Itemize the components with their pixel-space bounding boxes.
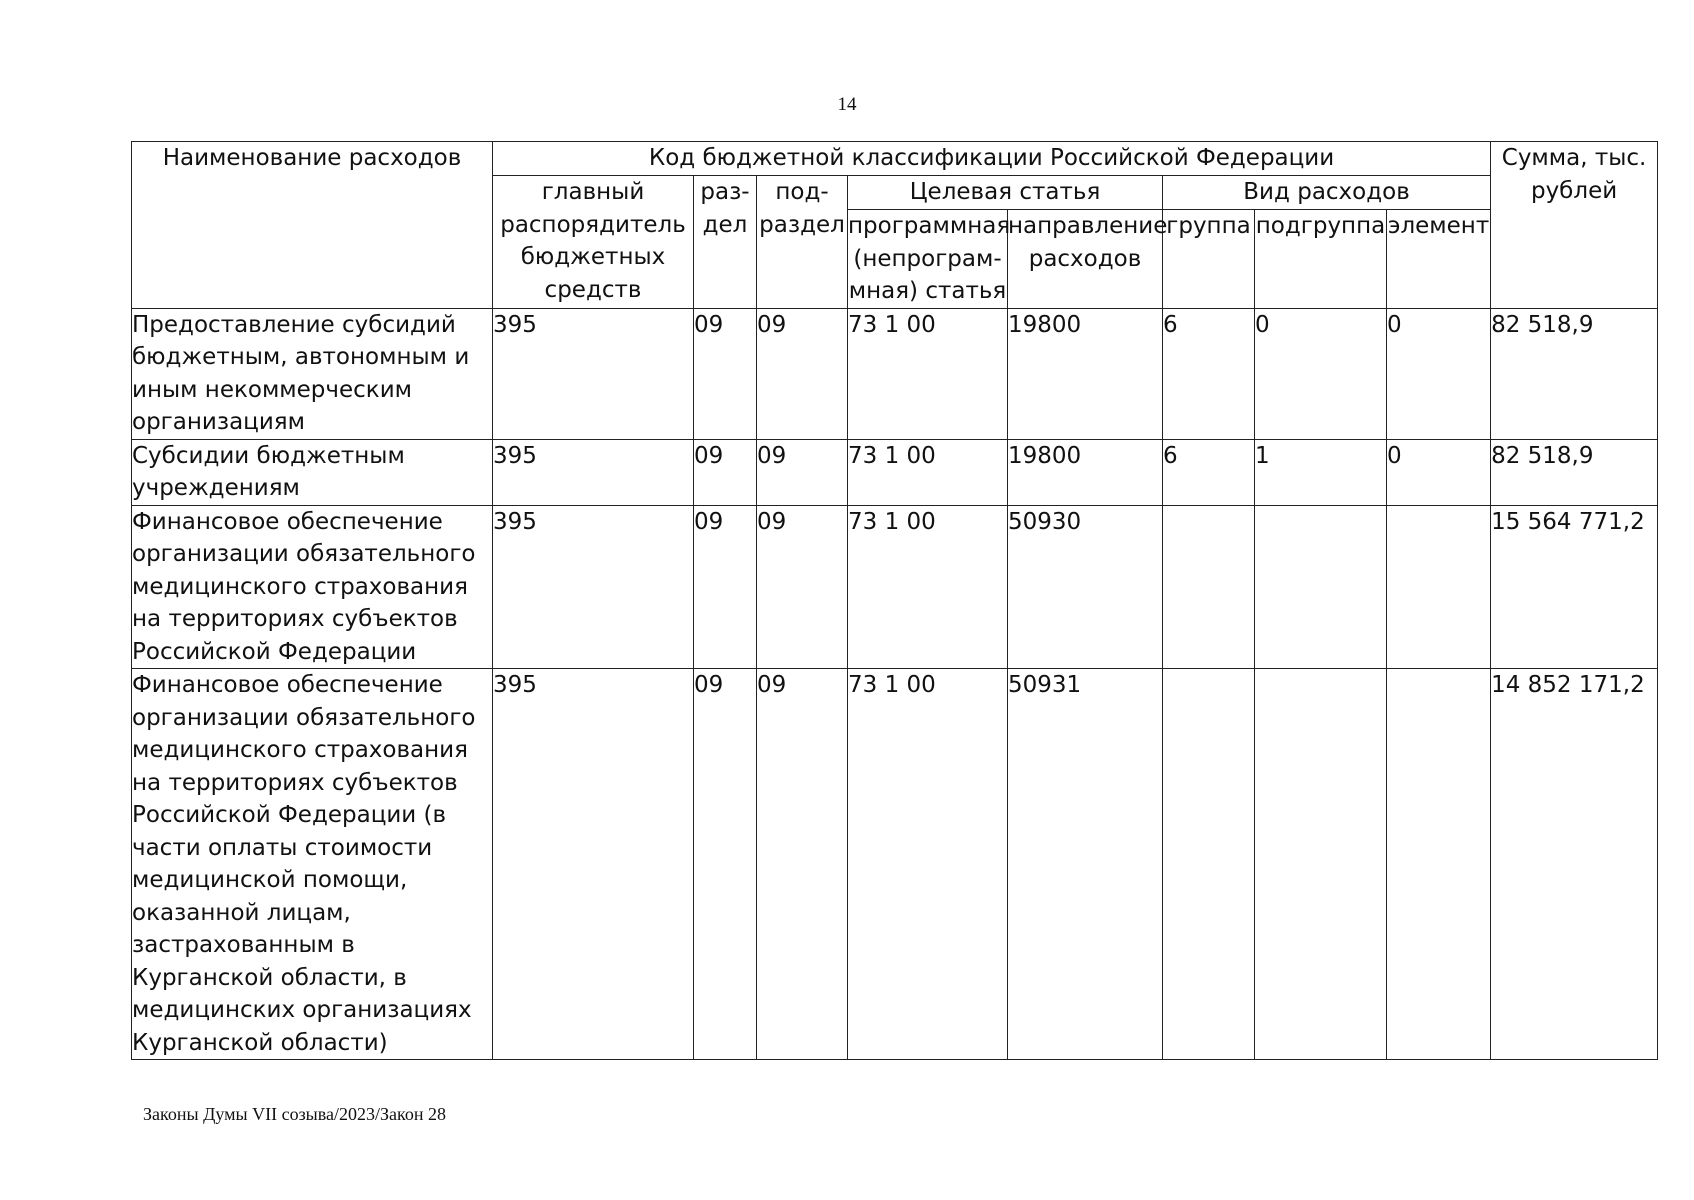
row-programmnaya: 73 1 00 <box>848 669 1008 1060</box>
header-programmnaya: программная (непрограм-мная) статья <box>848 210 1008 309</box>
row-napravlenie: 19800 <box>1008 439 1163 505</box>
row-programmnaya: 73 1 00 <box>848 505 1008 669</box>
row-glavny: 395 <box>493 308 694 439</box>
row-gruppa: 6 <box>1163 439 1255 505</box>
row-razdel: 09 <box>694 439 757 505</box>
row-podrazdel: 09 <box>757 308 848 439</box>
row-element: 0 <box>1387 439 1491 505</box>
row-razdel: 09 <box>694 669 757 1060</box>
row-element: 0 <box>1387 308 1491 439</box>
row-glavny: 395 <box>493 669 694 1060</box>
row-gruppa: 6 <box>1163 308 1255 439</box>
footer-document-path: Законы Думы VII созыва/2023/Закон 28 <box>143 1104 446 1124</box>
header-podrazdel: под-раздел <box>757 176 848 309</box>
row-gruppa <box>1163 505 1255 669</box>
row-name: Финансовое обеспечение организации обязательного медицинского страхования на территориях субъектов Российской Федерации (в части оплаты стоимости медицинской помощи, оказанной лицам, застрахованным в Курганской области, в медицинских организациях Курганской области) <box>132 669 493 1060</box>
header-code-group: Код бюджетной классификации Российской Федерации <box>493 142 1491 176</box>
row-podrazdel: 09 <box>757 505 848 669</box>
row-glavny: 395 <box>493 439 694 505</box>
header-vid: Вид расходов <box>1163 176 1491 210</box>
row-podrazdel: 09 <box>757 439 848 505</box>
row-programmnaya: 73 1 00 <box>848 308 1008 439</box>
header-razdel: раз-дел <box>694 176 757 309</box>
row-podgruppa <box>1255 505 1387 669</box>
row-sum: 14 852 171,2 <box>1491 669 1658 1060</box>
table-row <box>132 439 1658 505</box>
row-element <box>1387 505 1491 669</box>
header-gruppa: группа <box>1163 210 1255 309</box>
table-row <box>132 308 1658 439</box>
header-celevaya: Целевая статья <box>848 176 1163 210</box>
row-sum: 15 564 771,2 <box>1491 505 1658 669</box>
header-podgruppa: подгруппа <box>1255 210 1387 309</box>
page-number: 14 <box>837 94 857 115</box>
row-napravlenie: 19800 <box>1008 308 1163 439</box>
row-podrazdel: 09 <box>757 669 848 1060</box>
row-gruppa <box>1163 669 1255 1060</box>
header-sum: Сумма, тыс. рублей <box>1491 142 1658 309</box>
header-row-1 <box>132 142 1658 176</box>
row-glavny: 395 <box>493 505 694 669</box>
row-razdel: 09 <box>694 308 757 439</box>
row-napravlenie: 50931 <box>1008 669 1163 1060</box>
budget-table <box>131 141 1658 1060</box>
row-name: Финансовое обеспечение организации обязательного медицинского страхования на территориях субъектов Российской Федерации <box>132 505 493 669</box>
row-name: Предоставление субсидий бюджетным, автономным и иным некоммерческим организациям <box>132 308 493 439</box>
row-element <box>1387 669 1491 1060</box>
header-element: элемент <box>1387 210 1491 309</box>
row-napravlenie: 50930 <box>1008 505 1163 669</box>
row-name: Субсидии бюджетным учреждениям <box>132 439 493 505</box>
row-sum: 82 518,9 <box>1491 308 1658 439</box>
row-sum: 82 518,9 <box>1491 439 1658 505</box>
table-row <box>132 505 1658 669</box>
row-razdel: 09 <box>694 505 757 669</box>
header-napravlenie: направление расходов <box>1008 210 1163 309</box>
header-name: Наименование расходов <box>132 142 493 309</box>
table-row <box>132 669 1658 1060</box>
row-programmnaya: 73 1 00 <box>848 439 1008 505</box>
row-podgruppa <box>1255 669 1387 1060</box>
header-glavny: главный распорядитель бюджетных средств <box>493 176 694 309</box>
row-podgruppa: 0 <box>1255 308 1387 439</box>
row-podgruppa: 1 <box>1255 439 1387 505</box>
